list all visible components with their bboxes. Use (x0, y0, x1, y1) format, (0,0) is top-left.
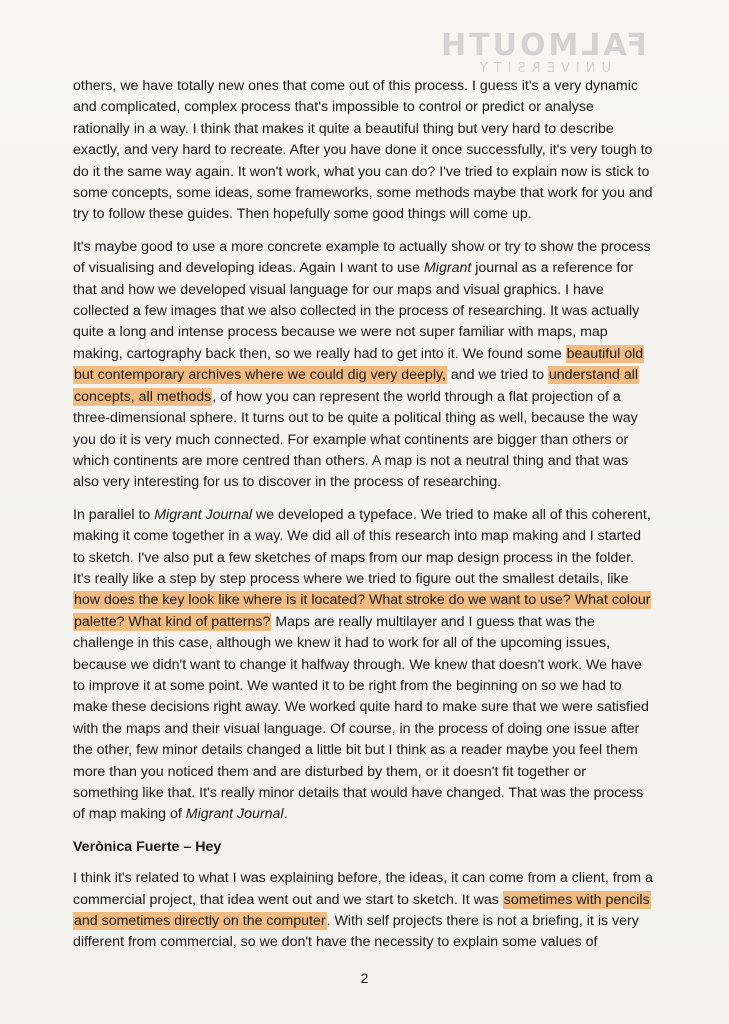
highlight-concepts: understand all concepts, all methods (74, 367, 639, 405)
highlight-pencils: sometimes with pencils and sometimes directly on the computer (74, 891, 650, 930)
paragraph-2-text-d: , of how you can represent the world through a flat projection of a three-dimensional sphere. It turns out to be quite a political thing as well, because the way you do it is very much connected. For example what continents are bigger than others or which continents are more centred than others. A map is not a neutral thing and that was also very interesting for us to discover in the process of researching. (73, 388, 638, 491)
paragraph-2-text-b: journal as a reference for that and how we developed visual language for our maps and visual graphics. I have collected a few images that we also collected in the process of researching. It was actually quite a long and intense process because we were not super familiar with maps, map making, cartography back then, so we really had to get into it. We found some (73, 260, 640, 362)
paragraph-3-text-c: Maps are really multilayer and I guess that was the challenge in this case, although we knew it had to work for all of the upcoming issues, because we didn't want to change it halfway through. We knew that doesn't work. We have to improve it at some point. We wanted it to be right from the beginning on so we had to make these decisions right away. We worked quite hard to make sure that we were satisfied with the maps and their visual language. Of course, in the process of doing one issue after the other, few minor details changed a little bit but I think as a reader maybe you feel them more than you noticed them and are disturbed by them, or it doesn't fit together or something like that. It's really minor details that would have changed. That was the process of map making of (73, 613, 649, 823)
speaker-heading: Verònica Fuerte – Hey (73, 838, 222, 855)
paragraph-4-text-b: . With self projects there is not a briefing, it is very different from commercial, so we don't have the necessity to explain some values of (73, 913, 639, 951)
paragraph-3-italic-a: Migrant Journal (154, 506, 253, 523)
paragraph-2-text-a: It's maybe good to use a more concrete example to actually show or try to show the process of visualising and developing ideas. Again I want to use (73, 238, 651, 277)
paragraph-3-text-b: we developed a typeface. We tried to make all of this coherent, making it come together in a way. We did all of this research into map making and I started to sketch. I've also put a few sketches of maps from our map design process in the folder. It's really like a step by step process where we tried to figure out the smallest details, like (73, 506, 651, 587)
paragraph-2-italic-a: Migrant (423, 260, 472, 277)
highlight-map-key-questions: how does the key look like where is it located? What stroke do we want to use? What colour palette? What kind of patterns? (74, 592, 651, 630)
watermark-name: FALMOUTH (438, 28, 647, 63)
university-logo-watermark (438, 28, 647, 76)
paragraph-3-text-a: In parallel to (73, 506, 155, 523)
paragraph-3-italic-d: Migrant Journal (185, 806, 284, 823)
page-number: 2 (360, 970, 369, 986)
paragraph-4 (73, 868, 653, 954)
watermark-sub: UNIVERSITY (473, 61, 611, 76)
highlight-archives: beautiful old but contemporary archives where we could dig very deeply, (74, 345, 644, 384)
paragraph-3 (73, 505, 653, 826)
paragraph-1: others, we have totally new ones that come out of this process. I guess it's a very dynamic and complicated, complex process that's impossible to control or predict or analyse rationally in a way. I think that makes it quite a beautiful thing but very hard to describe exactly, and very hard to recreate. After you have done it once successfully, it's very tough to do it the same way again. It won't work, what you can do? I've tried to explain now is stick to some concepts, some ideas, some frameworks, some methods maybe that work for you and try to follow these guides. Then hopefully some good things will come up. (73, 78, 653, 223)
paragraph-3-text-e: . (283, 806, 288, 823)
paragraph-2-text-c: and we tried to (446, 367, 548, 384)
paragraph-4-text-a: I think it's related to what I was explaining before, the ideas, it can come from a client, from a commercial project, that idea went out and we start to sketch. It was (73, 870, 653, 908)
body-text (73, 76, 653, 965)
paragraph-2 (73, 237, 653, 494)
